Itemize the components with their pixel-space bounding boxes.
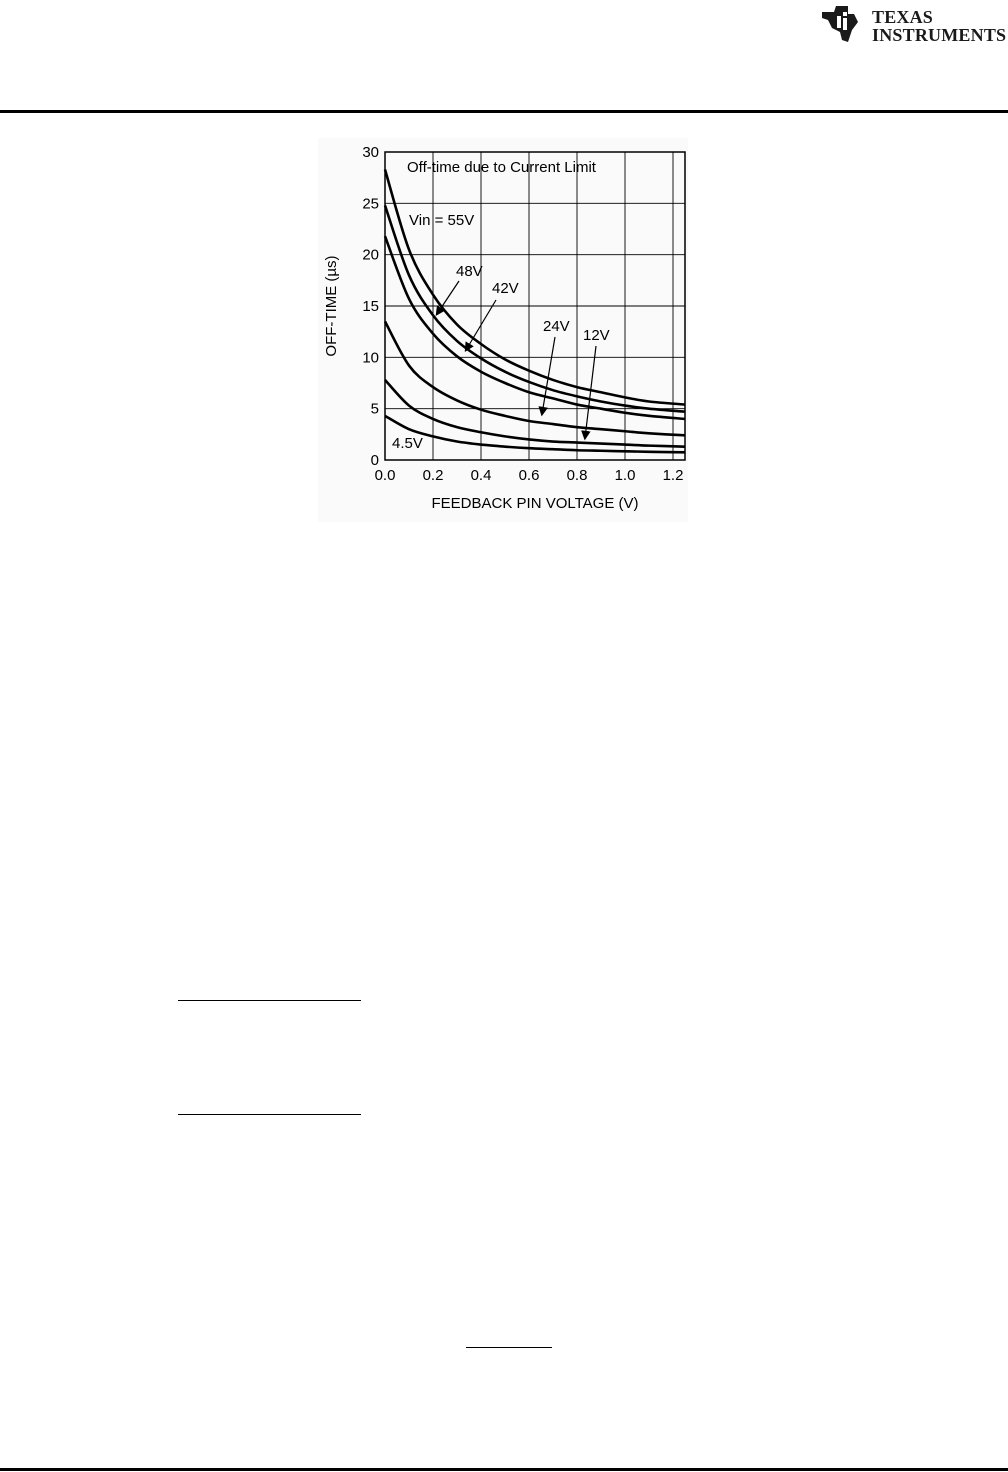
chart-svg (318, 138, 688, 522)
annotation-42v: 42V (492, 280, 519, 297)
annotation-4-5v: 4.5V (392, 435, 423, 452)
footer-rule (0, 1468, 1008, 1471)
y-tick-label: 15 (362, 298, 379, 315)
logo-wordmark (872, 8, 1006, 44)
x-tick-label: 0.4 (470, 467, 492, 484)
header-rule (0, 110, 1008, 113)
x-tick-labels (375, 467, 684, 484)
series-line-42v (385, 236, 685, 419)
blank-underline-3 (466, 1347, 552, 1348)
y-tick-label: 5 (370, 400, 379, 418)
y-tick-labels (362, 144, 379, 469)
brand-name-line2: INSTRUMENTS (872, 25, 1007, 45)
x-tick-label: 0.2 (422, 467, 444, 484)
ti-logo-icon (818, 2, 868, 44)
annotation-24v: 24V (543, 318, 570, 335)
annotation-12v: 12V (583, 327, 610, 344)
y-tick-label: 0 (370, 452, 379, 469)
x-tick-label: 1.2 (662, 467, 684, 484)
x-tick-label: 1.0 (614, 467, 636, 484)
y-axis-label: OFF-TIME (µs) (323, 255, 340, 357)
chart-title: Off-time due to Current Limit (407, 159, 596, 176)
y-tick-label: 25 (362, 195, 379, 213)
y-tick-label: 10 (362, 349, 379, 367)
y-tick-label: 30 (362, 144, 379, 161)
y-tick-label: 20 (362, 246, 379, 264)
x-axis-label: FEEDBACK PIN VOLTAGE (V) (431, 495, 639, 512)
x-tick-label: 0.6 (518, 467, 540, 484)
off-time-chart (318, 138, 688, 522)
series-line-48v (385, 205, 685, 411)
x-tick-label: 0.0 (374, 467, 396, 484)
series-line-55v (385, 169, 685, 404)
x-tick-label: 0.8 (566, 467, 588, 484)
pointer-arrow-48v (437, 281, 459, 314)
annotation-vin55: Vin = 55V (409, 212, 475, 229)
ti-logo (818, 2, 1006, 48)
blank-underline-2 (178, 1114, 361, 1115)
blank-underline-1 (178, 1000, 361, 1001)
annotation-48v: 48V (456, 263, 483, 280)
brand-name-line1: TEXAS (872, 7, 934, 27)
